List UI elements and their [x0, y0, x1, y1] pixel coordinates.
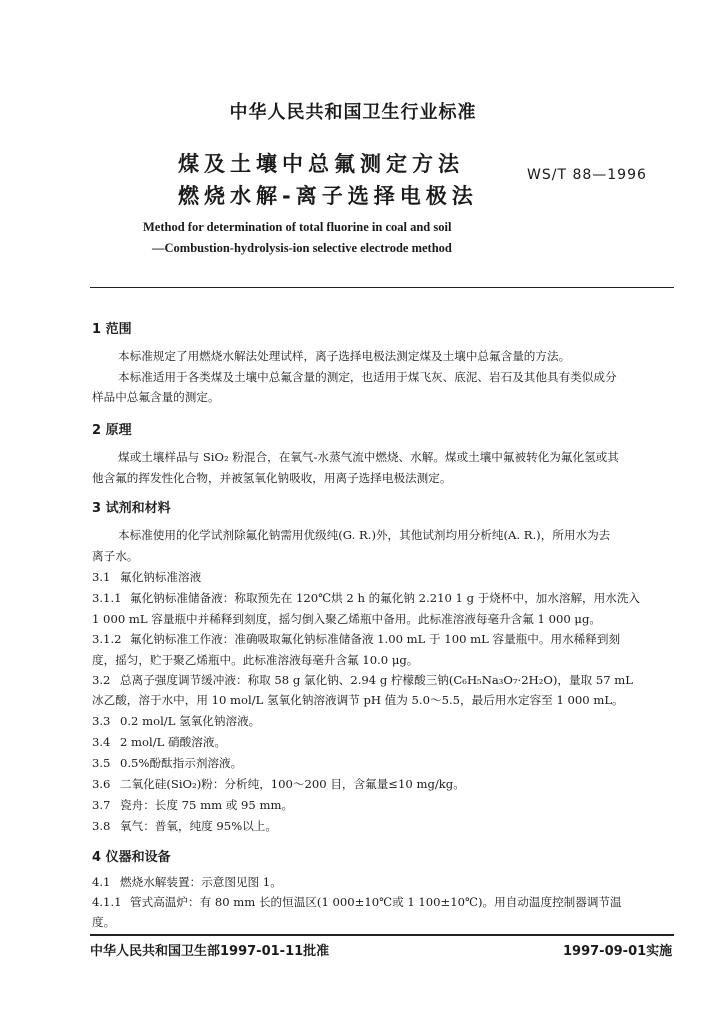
clause-text: 氧气：普氧，纯度 95%以上。 [120, 819, 277, 833]
clause-3-8 [92, 818, 277, 834]
clause-number: 3.1 [92, 570, 111, 584]
clause-number: 3.1.2 [92, 632, 122, 646]
clause-3-4 [92, 734, 226, 750]
clause-3-7 [92, 797, 293, 813]
clause-text: 0.2 mol/L 氢氧化钠溶液。 [120, 714, 261, 728]
section-heading-scope: 1 范围 [92, 322, 132, 337]
paragraph: 他含氟的挥发性化合物，并被氢氧化钠吸收，用离子选择电极法测定。 [92, 471, 452, 485]
clause-text: 0.5%酚酞指示剂溶液。 [120, 756, 243, 770]
footer-divider [90, 934, 674, 936]
clause-text: 总离子强度调节缓冲液：称取 58 g 氯化钠、2.94 g 柠檬酸三钠(C₆H₅Na₃O₇·2H₂O)，量取 57 mL [120, 673, 634, 687]
clause-text: 氟化钠标准工作液：准确吸取氟化钠标准储备液 1.00 mL 于 100 mL 容量瓶中。用水稀释到刻 [130, 632, 621, 646]
clause-3-1-1 [92, 590, 640, 606]
implementation-date: 1997-09-01实施 [563, 944, 673, 959]
clause-3-2 [92, 672, 633, 688]
clause-number: 3.4 [92, 735, 111, 749]
clause-3-5 [92, 755, 242, 771]
clause-3-1-2 [92, 631, 620, 647]
paragraph: 本标准规定了用燃烧水解法处理试样，离子选择电极法测定煤及土壤中总氟含量的方法。 [118, 349, 571, 363]
clause-number: 3.2 [92, 673, 111, 687]
clause-text: 瓷舟：长度 75 mm 或 95 mm。 [120, 798, 294, 812]
section-heading-reagents: 3 试剂和材料 [92, 501, 171, 516]
clause-number: 3.1.1 [92, 591, 122, 605]
clause-text: 2 mol/L 硝酸溶液。 [120, 735, 227, 749]
section-heading-principle: 2 原理 [92, 423, 132, 438]
clause-number: 3.5 [92, 756, 111, 770]
clause-3-1 [92, 569, 201, 585]
clause-number: 4.1.1 [92, 895, 122, 909]
english-title-line2: —Combustion-hydrolysis-ion selective electrode method [152, 241, 452, 255]
paragraph: 样品中总氟含量的测定。 [92, 390, 220, 404]
issuing-organization: 中华人民共和国卫生行业标准 [229, 102, 477, 123]
clause-number: 4.1 [92, 875, 111, 889]
clause-4-1-1 [92, 894, 622, 910]
paragraph: 冰乙酸，溶于水中，用 10 mol/L 氢氧化钠溶液调节 pH 值为 5.0～5.5，最后用水定容至 1 000 mL。 [92, 693, 624, 707]
clause-3-6 [92, 776, 465, 792]
document-title-line2: 燃烧水解-离子选择电极法 [178, 184, 478, 208]
standard-number: WS/T 88—1996 [527, 167, 647, 183]
document-title-line1: 煤及土壤中总氟测定方法 [178, 152, 464, 176]
approval-date: 中华人民共和国卫生部1997-01-11批准 [90, 944, 330, 959]
header-divider [90, 287, 674, 288]
english-title-line1: Method for determination of total fluorine in coal and soil [143, 220, 452, 234]
clause-number: 3.3 [92, 714, 111, 728]
clause-text: 管式高温炉：有 80 mm 长的恒温区(1 000±10℃或 1 100±10℃)。用自动温度控制器调节温 [130, 895, 622, 909]
paragraph: 离子水。 [92, 549, 139, 563]
clause-text: 氟化钠标准储备液：称取预先在 120℃烘 2 h 的氟化钠 2.210 1 g 于烧杯中，加水溶解，用水洗入 [130, 591, 641, 605]
paragraph: 煤或土壤样品与 SiO₂ 粉混合，在氧气-水蒸气流中燃烧、水解。煤或土壤中氟被转化为氟化氢或其 [118, 450, 619, 464]
clause-text: 二氧化硅(SiO₂)粉：分析纯，100～200 目，含氟量≤10 mg/kg。 [120, 777, 465, 791]
clause-4-1 [92, 874, 282, 890]
clause-number: 3.8 [92, 819, 111, 833]
clause-number: 3.6 [92, 777, 111, 791]
clause-text: 氟化钠标准溶液 [120, 570, 202, 584]
section-heading-apparatus: 4 仪器和设备 [92, 850, 171, 865]
paragraph: 度。 [92, 915, 116, 929]
paragraph: 本标准适用于各类煤及土壤中总氟含量的测定，也适用于煤飞灰、底泥、岩石及其他具有类似成分 [118, 370, 617, 384]
clause-number: 3.7 [92, 798, 111, 812]
paragraph: 度，摇匀，贮于聚乙烯瓶中。此标准溶液每毫升含氟 10.0 μg。 [92, 653, 419, 667]
clause-3-3 [92, 713, 260, 729]
paragraph: 本标准使用的化学试剂除氟化钠需用优级纯(G. R.)外，其他试剂均用分析纯(A. R.)，所用水为去 [118, 528, 611, 542]
paragraph: 1 000 mL 容量瓶中并稀释到刻度，摇匀倒入聚乙烯瓶中备用。此标准溶液每毫升含氟 1 000 μg。 [92, 612, 601, 626]
clause-text: 燃烧水解装置：示意图见图 1。 [120, 875, 282, 889]
